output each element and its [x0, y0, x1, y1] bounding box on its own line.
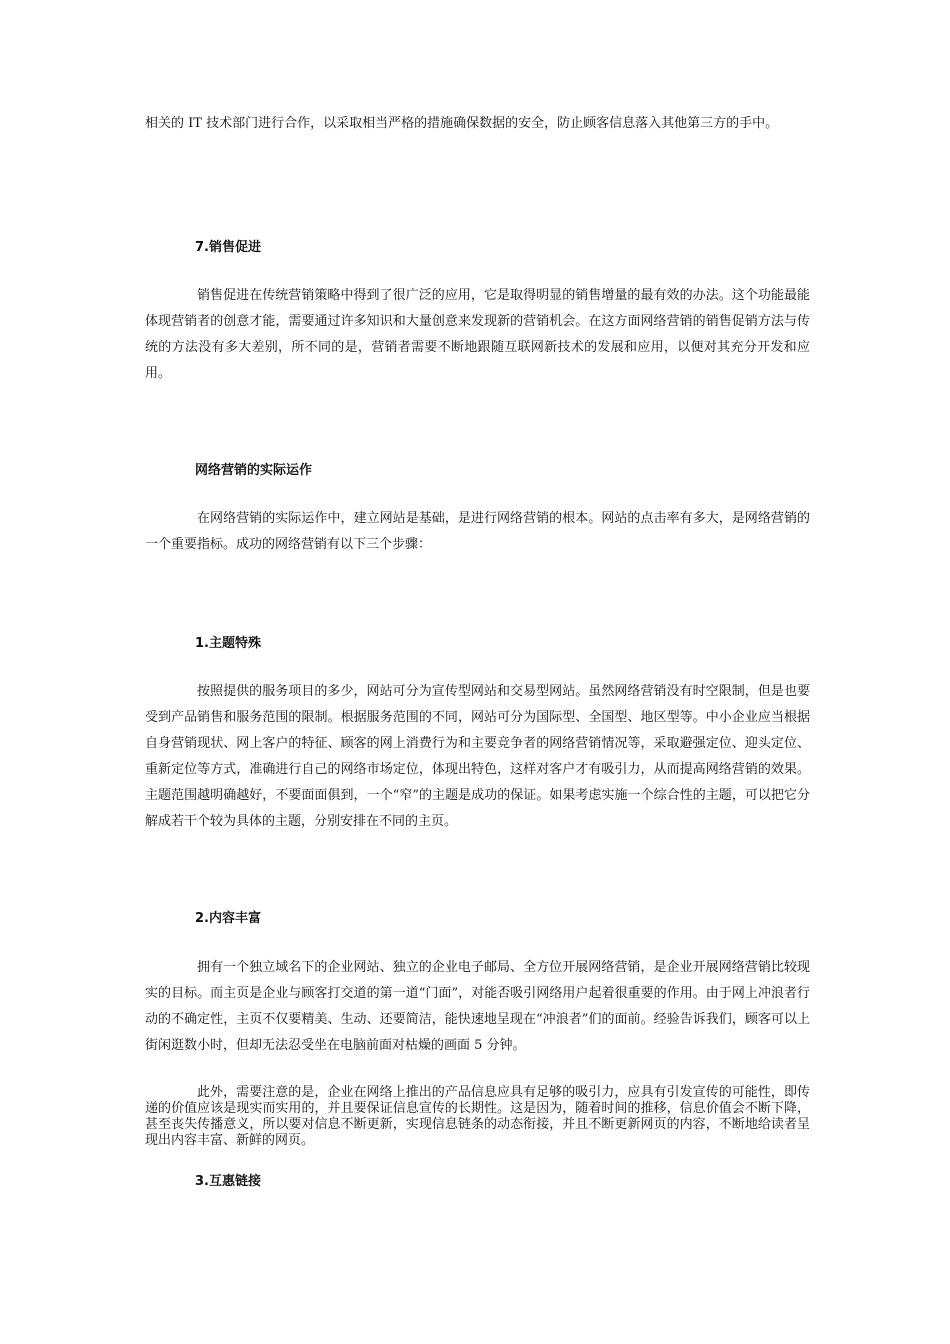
section-7-paragraph: 销售促进在传统营销策略中得到了很广泛的应用，它是取得明显的销售增量的最有效的办法。这个功能最能体现营销者的创意才能，需要通过许多知识和大量创意来发现新的营销机会。在这方面网络营销的销售促销方法与传统的方法没有多大差别，所不同的是，营销者需要不断地跟随互联网新技术的发展和应用，以便对其充分开发和应用。 — [145, 288, 810, 381]
section-7-heading: 7.销售促进 — [195, 240, 261, 255]
step-2-heading: 2.内容丰富 — [195, 911, 261, 926]
step-2-paragraph-2: 此外，需要注意的是，企业在网络上推出的产品信息应具有足够的吸引力，应具有引发宣传的可能性，即传递的价值应该是现实而实用的，并且要保证信息宣传的长期性。这是因为，随着时间的推移，信息价值会不断下降，甚至丧失传播意义，所以要对信息不断更新，实现信息链条的动态衔接，并且不断更新网页的内容，不断地给读者呈现出内容丰富、新鲜的网页。 — [145, 1085, 810, 1148]
step-1-heading: 1.主题特殊 — [195, 636, 261, 651]
intro-continuation-paragraph: 相关的 IT 技术部门进行合作，以采取相当严格的措施确保数据的安全，防止顾客信息落入其他第三方的手中。 — [145, 116, 779, 131]
step-3-heading: 3.互惠链接 — [195, 1174, 261, 1189]
step-1-paragraph: 按照提供的服务项目的多少，网站可分为宣传型网站和交易型网站。虽然网络营销没有时空限制，但是也要受到产品销售和服务范围的限制。根据服务范围的不同，网站可分为国际型、全国型、地区型等。中小企业应当根据自身营销现状、网上客户的特征、顾客的网上消费行为和主要竞争者的网络营销情况等，采取避强定位、迎头定位、重新定位等方式，准确进行自己的网络市场定位，体现出特色，这样对客户才有吸引力，从而提高网络营销的效果。主题范围越明确越好，不要面面俱到，一个“窄”的主题是成功的保证。如果考虑实施一个综合性的主题，可以把它分解成若干个较为具体的主题，分别安排在不同的主页。 — [145, 684, 810, 829]
step-2-paragraph-1: 拥有一个独立域名下的企业网站、独立的企业电子邮局、全方位开展网络营销，是企业开展网络营销比较现实的目标。而主页是企业与顾客打交道的第一道“门面”，对能否吸引网络用户起着很重要的作用。由于网上冲浪者行动的不确定性，主页不仅要精美、生动、还要简洁，能快速地呈现在“冲浪者”们的面前。经验告诉我们，顾客可以上街闲逛数小时，但却无法忍受坐在电脑前面对枯燥的画面 5 分钟。 — [145, 960, 810, 1053]
operations-heading: 网络营销的实际运作 — [195, 463, 313, 478]
operations-paragraph: 在网络营销的实际运作中，建立网站是基础，是进行网络营销的根本。网站的点击率有多大，是网络营销的一个重要指标。成功的网络营销有以下三个步骤： — [145, 511, 810, 552]
